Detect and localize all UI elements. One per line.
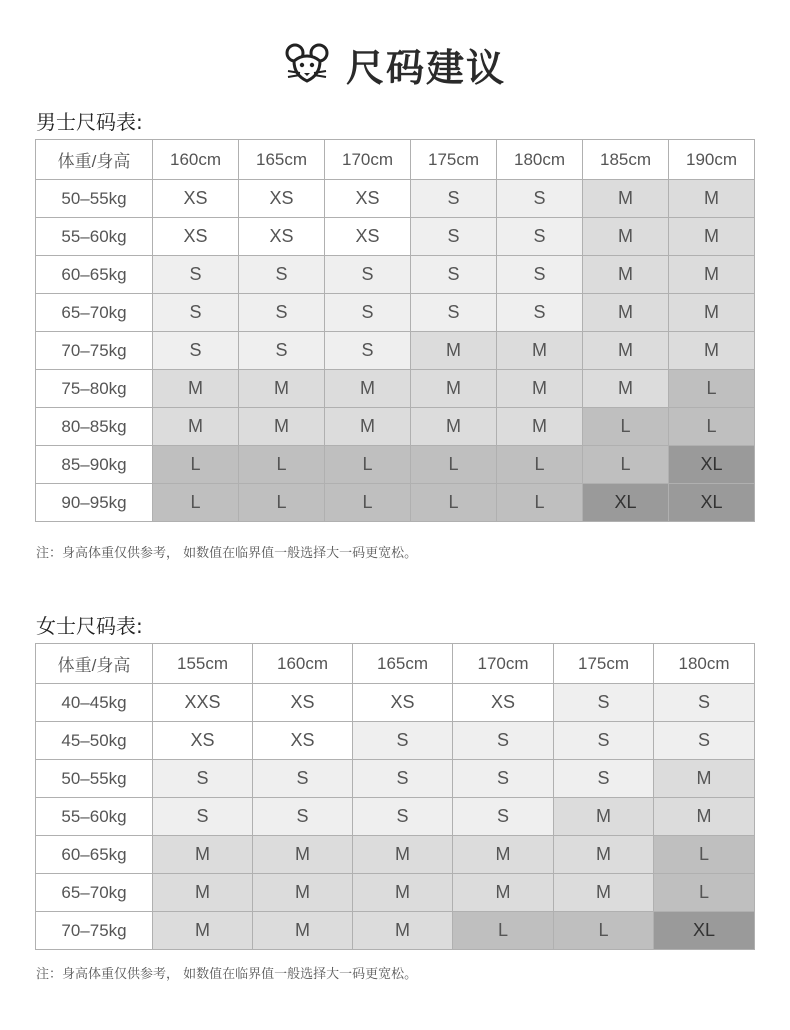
size-cell: M xyxy=(669,332,755,370)
size-cell: S xyxy=(239,332,325,370)
size-cell: M xyxy=(497,370,583,408)
weight-range-cell: 60–65kg xyxy=(36,256,153,294)
size-cell: M xyxy=(583,294,669,332)
weight-height-header: 体重/身高 xyxy=(36,140,153,180)
size-cell: S xyxy=(411,256,497,294)
height-header-cell: 180cm xyxy=(497,140,583,180)
size-cell: L xyxy=(325,446,411,484)
size-cell: M xyxy=(453,874,554,912)
size-cell: L xyxy=(497,446,583,484)
table-header-row xyxy=(36,644,755,684)
size-cell: L xyxy=(497,484,583,522)
weight-range-cell: 80–85kg xyxy=(36,408,153,446)
size-cell: M xyxy=(325,408,411,446)
table-row xyxy=(36,370,755,408)
size-cell: S xyxy=(153,798,253,836)
size-cell: M xyxy=(497,408,583,446)
size-cell: M xyxy=(554,874,654,912)
size-cell: S xyxy=(497,294,583,332)
size-cell: S xyxy=(239,294,325,332)
size-cell: XL xyxy=(669,446,755,484)
men-note: 注：身高体重仅供参考， 如数值在临界值一般选择大一码更宽松。 xyxy=(36,546,418,561)
height-header-cell: 185cm xyxy=(583,140,669,180)
table-row xyxy=(36,836,755,874)
weight-range-cell: 65–70kg xyxy=(36,294,153,332)
size-cell: M xyxy=(353,836,453,874)
table-row xyxy=(36,180,755,218)
size-cell: XS xyxy=(325,180,411,218)
size-cell: S xyxy=(453,760,554,798)
table-row xyxy=(36,294,755,332)
size-cell: XS xyxy=(239,218,325,256)
size-cell: XS xyxy=(239,180,325,218)
size-cell: S xyxy=(325,332,411,370)
height-header-cell: 160cm xyxy=(253,644,353,684)
page-title: 尺码建议 xyxy=(345,45,506,90)
weight-range-cell: 55–60kg xyxy=(36,218,153,256)
weight-range-cell: 50–55kg xyxy=(36,760,153,798)
size-cell: S xyxy=(497,218,583,256)
table-row xyxy=(36,760,755,798)
size-cell: L xyxy=(669,408,755,446)
weight-range-cell: 40–45kg xyxy=(36,684,153,722)
size-cell: M xyxy=(497,332,583,370)
size-cell: M xyxy=(411,332,497,370)
size-cell: S xyxy=(253,760,353,798)
size-cell: M xyxy=(583,332,669,370)
height-header-cell: 180cm xyxy=(654,644,755,684)
table-row xyxy=(36,874,755,912)
size-cell: L xyxy=(554,912,654,950)
women-note: 注：身高体重仅供参考， 如数值在临界值一般选择大一码更宽松。 xyxy=(36,967,418,982)
table-row xyxy=(36,408,755,446)
size-cell: M xyxy=(453,836,554,874)
size-cell: S xyxy=(411,180,497,218)
size-cell: S xyxy=(353,722,453,760)
size-cell: M xyxy=(325,370,411,408)
size-cell: S xyxy=(325,256,411,294)
size-cell: S xyxy=(453,798,554,836)
size-cell: M xyxy=(583,180,669,218)
weight-range-cell: 55–60kg xyxy=(36,798,153,836)
weight-range-cell: 45–50kg xyxy=(36,722,153,760)
size-cell: XS xyxy=(253,722,353,760)
height-header-cell: 170cm xyxy=(453,644,554,684)
size-cell: M xyxy=(353,912,453,950)
height-header-cell: 175cm xyxy=(554,644,654,684)
table-row xyxy=(36,798,755,836)
size-cell: S xyxy=(353,760,453,798)
size-cell: XS xyxy=(153,722,253,760)
size-cell: L xyxy=(239,484,325,522)
weight-range-cell: 60–65kg xyxy=(36,836,153,874)
size-cell: L xyxy=(583,408,669,446)
height-header-cell: 190cm xyxy=(669,140,755,180)
size-cell: L xyxy=(411,484,497,522)
size-cell: M xyxy=(411,408,497,446)
size-cell: M xyxy=(554,836,654,874)
size-cell: M xyxy=(583,218,669,256)
size-cell: S xyxy=(554,684,654,722)
size-cell: XXS xyxy=(153,684,253,722)
size-cell: S xyxy=(497,256,583,294)
women-section-label: 女士尺码表: xyxy=(36,614,143,638)
table-header-row xyxy=(36,140,755,180)
size-cell: M xyxy=(583,370,669,408)
size-cell: S xyxy=(153,294,239,332)
size-cell: S xyxy=(554,760,654,798)
size-cell: M xyxy=(153,912,253,950)
size-cell: M xyxy=(239,408,325,446)
size-cell: L xyxy=(654,874,755,912)
size-cell: S xyxy=(325,294,411,332)
size-cell: XS xyxy=(325,218,411,256)
size-cell: S xyxy=(153,760,253,798)
men-section-label: 男士尺码表: xyxy=(36,110,143,134)
weight-height-header: 体重/身高 xyxy=(36,644,153,684)
size-cell: XS xyxy=(253,684,353,722)
size-cell: L xyxy=(654,836,755,874)
size-cell: S xyxy=(654,684,755,722)
height-header-cell: 160cm xyxy=(153,140,239,180)
weight-range-cell: 75–80kg xyxy=(36,370,153,408)
size-cell: XS xyxy=(453,684,554,722)
size-cell: M xyxy=(654,760,755,798)
weight-range-cell: 90–95kg xyxy=(36,484,153,522)
size-cell: M xyxy=(153,408,239,446)
size-cell: S xyxy=(153,256,239,294)
size-cell: L xyxy=(453,912,554,950)
table-row xyxy=(36,684,755,722)
size-cell: S xyxy=(353,798,453,836)
size-cell: XS xyxy=(353,684,453,722)
size-cell: XL xyxy=(654,912,755,950)
size-cell: M xyxy=(253,874,353,912)
size-cell: M xyxy=(554,798,654,836)
size-cell: L xyxy=(239,446,325,484)
size-cell: S xyxy=(239,256,325,294)
size-cell: M xyxy=(411,370,497,408)
weight-range-cell: 65–70kg xyxy=(36,874,153,912)
size-cell: S xyxy=(554,722,654,760)
page-header xyxy=(0,36,790,92)
size-cell: S xyxy=(253,798,353,836)
size-cell: XS xyxy=(153,180,239,218)
size-cell: XS xyxy=(153,218,239,256)
size-cell: S xyxy=(497,180,583,218)
size-cell: M xyxy=(669,180,755,218)
size-cell: L xyxy=(669,370,755,408)
height-header-cell: 155cm xyxy=(153,644,253,684)
size-cell: S xyxy=(153,332,239,370)
size-cell: L xyxy=(153,446,239,484)
size-cell: M xyxy=(239,370,325,408)
size-cell: M xyxy=(583,256,669,294)
size-cell: L xyxy=(411,446,497,484)
table-row xyxy=(36,256,755,294)
size-cell: M xyxy=(153,836,253,874)
table-row xyxy=(36,332,755,370)
height-header-cell: 165cm xyxy=(239,140,325,180)
table-row xyxy=(36,722,755,760)
size-cell: XL xyxy=(669,484,755,522)
size-cell: S xyxy=(453,722,554,760)
size-cell: M xyxy=(153,370,239,408)
size-cell: XL xyxy=(583,484,669,522)
table-row xyxy=(36,912,755,950)
height-header-cell: 170cm xyxy=(325,140,411,180)
table-row xyxy=(36,218,755,256)
height-header-cell: 175cm xyxy=(411,140,497,180)
mouse-icon xyxy=(284,41,330,87)
size-cell: L xyxy=(583,446,669,484)
men-size-table xyxy=(35,139,755,522)
weight-range-cell: 85–90kg xyxy=(36,446,153,484)
size-cell: L xyxy=(153,484,239,522)
table-row xyxy=(36,484,755,522)
size-cell: M xyxy=(669,256,755,294)
table-row xyxy=(36,446,755,484)
weight-range-cell: 70–75kg xyxy=(36,912,153,950)
size-cell: S xyxy=(654,722,755,760)
size-cell: M xyxy=(669,294,755,332)
women-size-table xyxy=(35,643,755,950)
size-cell: M xyxy=(669,218,755,256)
size-cell: M xyxy=(353,874,453,912)
size-cell: M xyxy=(253,912,353,950)
size-cell: M xyxy=(253,836,353,874)
size-cell: M xyxy=(654,798,755,836)
size-cell: S xyxy=(411,294,497,332)
weight-range-cell: 70–75kg xyxy=(36,332,153,370)
size-cell: S xyxy=(411,218,497,256)
height-header-cell: 165cm xyxy=(353,644,453,684)
size-cell: L xyxy=(325,484,411,522)
size-cell: M xyxy=(153,874,253,912)
weight-range-cell: 50–55kg xyxy=(36,180,153,218)
